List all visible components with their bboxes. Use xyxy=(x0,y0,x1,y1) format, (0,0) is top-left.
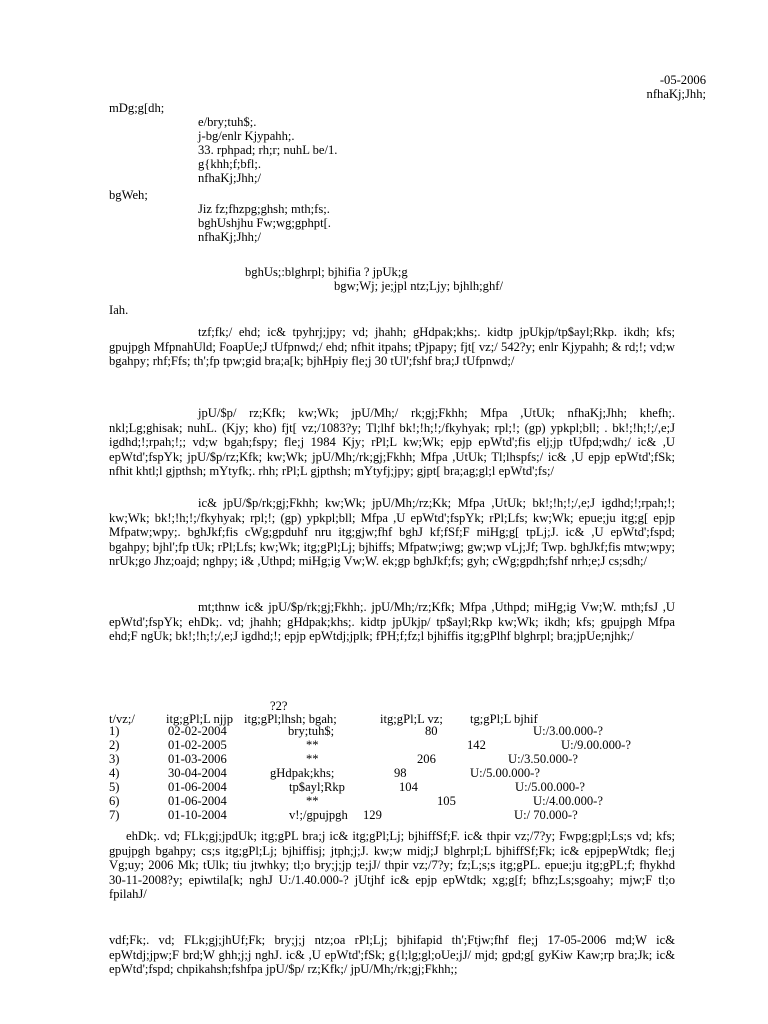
deposit-number: 142 xyxy=(467,738,486,752)
body-paragraph: ic& jpU/$p/rk;gj;Fkhh; kw;Wk; jpU/Mh;/rz;Kk; Mfpa ,UtUk; bk!;!h;!;/,e;J igdhd;!;rpah;!; kw;Wk; bk!;!h;!;/fkyhyak; rpl;!; (gp) ypkpl;bll; Mfpa ,U epWtd';fspYk; rPl;Lfs; kw;Wk; epue;ju itg;g[ epjp Mfpatw;wpy;. bghJkf;fis cWg;gpduhf nru itg;gjw;fhf bghJ kf;fSf;F miHg;g[ tpLj;J. ic& ,U epWtd';fspd; bgahpy; bjhl';fp tUk; rPl;Lfs; kw;Wk; itg;gPl;Lj; bjhiffs; Mfpatw;iwg; gw;wp vLj;Jf; Twp. bghJkf;fis mtw;wpy; nrUk;go Jhz;oajd; nghpy; i& ,Uthpd; miHg;ig Vw;W. ek;gp bghJkf;fs; gyh; cWg;gpdh;fshf nrh;e;J cs;sdh;/ xyxy=(109,496,675,569)
to-line: nfhaKj;Jhh;/ xyxy=(198,230,261,244)
deposit-amount: U:/5.00.000-? xyxy=(470,766,540,780)
row-number: 5) xyxy=(109,780,120,794)
depositor-name: ** xyxy=(306,738,319,752)
deposit-number: 98 xyxy=(394,766,407,780)
row-number: 6) xyxy=(109,794,120,808)
body-paragraph: vdf;Fk;. vd; FLk;gj;jhUf;Fk; bry;j;j ntz;oa rPl;Lj; bjhifapid th';Ftjw;fhf fle;j 17-05-2006 md;W ic& epWtdj;jpw;F brd;W ghh;j;j nghJ. ic& ,U epWtd';fSk; g{l;lg;gl;oUe;jJ/ mjd; gpd;g[ gyKiw Kaw;rp bra;Jk; ic& epWtd';fspd; chpikahsh;fshfpa jpU/$p/ rz;Kfk;/ jpU/Mh;/rk;gj;Fkhh;; xyxy=(109,933,675,977)
depositor-name: bry;tuh$; xyxy=(288,724,335,738)
depositor-name: gHdpak;khs; xyxy=(270,766,335,780)
to-line: Jiz fz;fhzpg;ghsh; mth;fs;. xyxy=(198,202,330,216)
row-number: 2) xyxy=(109,738,120,752)
salutation: Iah. xyxy=(109,303,129,317)
deposit-number: 206 xyxy=(417,752,436,766)
depositor-name: tp$ayl;Rkp xyxy=(289,780,345,794)
table-header-cell: itg;gPl;lhsh; bgah; xyxy=(244,712,337,726)
row-number: 1) xyxy=(109,724,120,738)
deposit-date: 01-03-2006 xyxy=(168,752,227,766)
letter-date: -05-2006 xyxy=(659,73,706,87)
body-paragraph: ehDk;. vd; FLk;gj;jpdUk; itg;gPL bra;j ic& itg;gPl;Lj; bjhiffSf;F. ic& thpir vz;/7?y; Fwpg;gpl;Ls;s vd; kfs; gpujpgh bgahpy; cs;s itg;gPl;Lj; bjhiffisj; jtph;j;J. kw;w midj;J blghrpl;L bjhiffSf;Fk; ic& epjpepWtdk; fle;j Vg;uy; 2006 Mk; tUlk; tiu jtwhky; tl;o bry;j;jp te;jJ/ thpir vz;/7?y; fz;L;s;s itg;gPL. epue;ju itg;gPL;f; fhykhd 30-11-2008?y; epiwtila[k; nghJ U:/1.40.000-? jUtjhf ic& epjp epWtdk; xg;g[f; bfhz;Ls;sgoahy; mjw;F tl;o fpilahJ/ xyxy=(109,829,675,902)
to-label: bgWeh; xyxy=(109,188,148,202)
table-row xyxy=(109,766,709,781)
depositor-name: ** xyxy=(306,794,319,808)
depositor-name: ** xyxy=(306,752,319,766)
deposit-number: 129 xyxy=(363,808,382,822)
deposit-amount: U:/3.00.000-? xyxy=(533,724,603,738)
subject-line: bgw;Wj; je;jpl ntz;Ljy; bjhlh;ghf/ xyxy=(334,279,503,293)
table-row xyxy=(109,808,709,823)
table-header-cell: t/vz;/ xyxy=(109,712,135,726)
deposit-amount: U:/ 70.000-? xyxy=(514,808,578,822)
deposit-date: 01-06-2004 xyxy=(168,794,227,808)
deposit-date: 01-10-2004 xyxy=(168,808,227,822)
deposit-number: 80 xyxy=(425,724,438,738)
to-line: bghUshjhu Fw;wg;gphpt[. xyxy=(198,216,331,230)
from-line: g{khh;f;bfl;. xyxy=(198,157,262,171)
subject-line: bghUs;:blghrpl; bjhifia ? jpUk;g xyxy=(245,265,408,279)
deposit-amount: U:/9.00.000-? xyxy=(561,738,631,752)
table-row xyxy=(109,780,709,795)
table-row xyxy=(109,794,709,809)
deposit-date: 01-06-2004 xyxy=(168,780,227,794)
deposit-amount: U:/3.50.000-? xyxy=(508,752,578,766)
table-header-cell: tg;gPl;L bjhif xyxy=(470,712,538,726)
body-paragraph: jpU/$p/ rz;Kfk; kw;Wk; jpU/Mh;/ rk;gj;Fkhh; Mfpa ,UtUk; nfhaKj;Jhh; khefh;. nkl;Lg;ghisak; nuhL. (Kjy; kho) fjt[ vz;/1083?y; Tl;lhf bk!;!h;!;/fkyhyak; rpl;!; (gp) ypkpl;bll; . bk!;!h;!;/,e;J igdhd;!;rpah;!;; vd;w bgah;fspy; fle;j 1984 Kjy; rPl;L kw;Wk; epjp epWtd';fis elj;jp tUfpd;wdh;/ ic& ,U epWtd';fspYk; jpU/$p/rz;Kfk; kw;Wk; jpU/Mh;/rk;gj;Fkhh; Mfpa ,UtUk; Tl;lhspfs;/ ic& ,U epjp epWtd';fSk; nfhit khtl;l gjpthsh; mYtyfk;. rhh; rPl;L gjpthsh; mYtyfj;jpy; gjpt[ bra;ag;gl;l epWtd';fs;/ xyxy=(109,406,675,479)
from-line: 33. rphpad; rh;r; nuhL be/1. xyxy=(198,143,338,157)
from-line: nfhaKj;Jhh;/ xyxy=(198,171,261,185)
table-header-cell: itg;gPl;L vz; xyxy=(380,712,443,726)
body-paragraph: tzf;fk;/ ehd; ic& tpyhrj;jpy; vd; jhahh; gHdpak;khs;. kidtp jpUkjp/tp$ayl;Rkp. ikdh; kfs; gpujpgh MfpnahUld; FoapUe;J tUfpnwd;/ ehd; nfhit itpahs; tPjpapy; fjt[ vz;/ 542?y; enlr Kjypahh; & rd;!; vd;w bgahpy; rhf;Ffs; th';fp tpw;gid bra;a[k; bjhHpiy fle;j 30 tUl';fshf bra;J tUfpnwd;/ xyxy=(109,325,675,369)
deposit-number: 105 xyxy=(437,794,456,808)
deposit-amount: U:/5.00.000-? xyxy=(515,780,585,794)
date-place: nfhaKj;Jhh; xyxy=(646,87,706,101)
table-caption: ?2? xyxy=(270,699,288,713)
table-header-cell: itg;gPl;L njjp xyxy=(166,712,234,726)
from-label: mDg;g[dh; xyxy=(109,101,165,115)
deposit-number: 104 xyxy=(399,780,418,794)
from-line: e/bry;tuh$;. xyxy=(198,115,257,129)
table-row xyxy=(109,752,709,767)
table-row xyxy=(109,724,709,739)
deposit-date: 30-04-2004 xyxy=(168,766,227,780)
deposit-date: 02-02-2004 xyxy=(168,724,227,738)
depositor-name: v!;/gpujpgh xyxy=(289,808,348,822)
row-number: 7) xyxy=(109,808,120,822)
from-line: j-bg/enlr Kjypahh;. xyxy=(198,129,295,143)
deposit-amount: U:/4.00.000-? xyxy=(533,794,603,808)
row-number: 4) xyxy=(109,766,120,780)
body-paragraph: mt;thnw ic& jpU/$p/rk;gj;Fkhh;. jpU/Mh;/rz;Kfk; Mfpa ,Uthpd; miHg;ig Vw;W. mth;fsJ ,U epWtd';fspYk; ehDk;. vd; jhahh; gHdpak;khs;. kidtp jpUkjp/ tp$ayl;Rkp kw;Wk; ikdh; kfs; gpujpgh Mfpa ehd;F ngUk; bk!;!h;!;/,e;J igdhd;!; epjp epWtdj;jplk; fPH;f;fz;l bjhiffis itg;gPlhf blghrpl; bra;jpUe;njhk;/ xyxy=(109,600,675,644)
deposit-date: 01-02-2005 xyxy=(168,738,227,752)
table-row xyxy=(109,738,709,753)
row-number: 3) xyxy=(109,752,120,766)
